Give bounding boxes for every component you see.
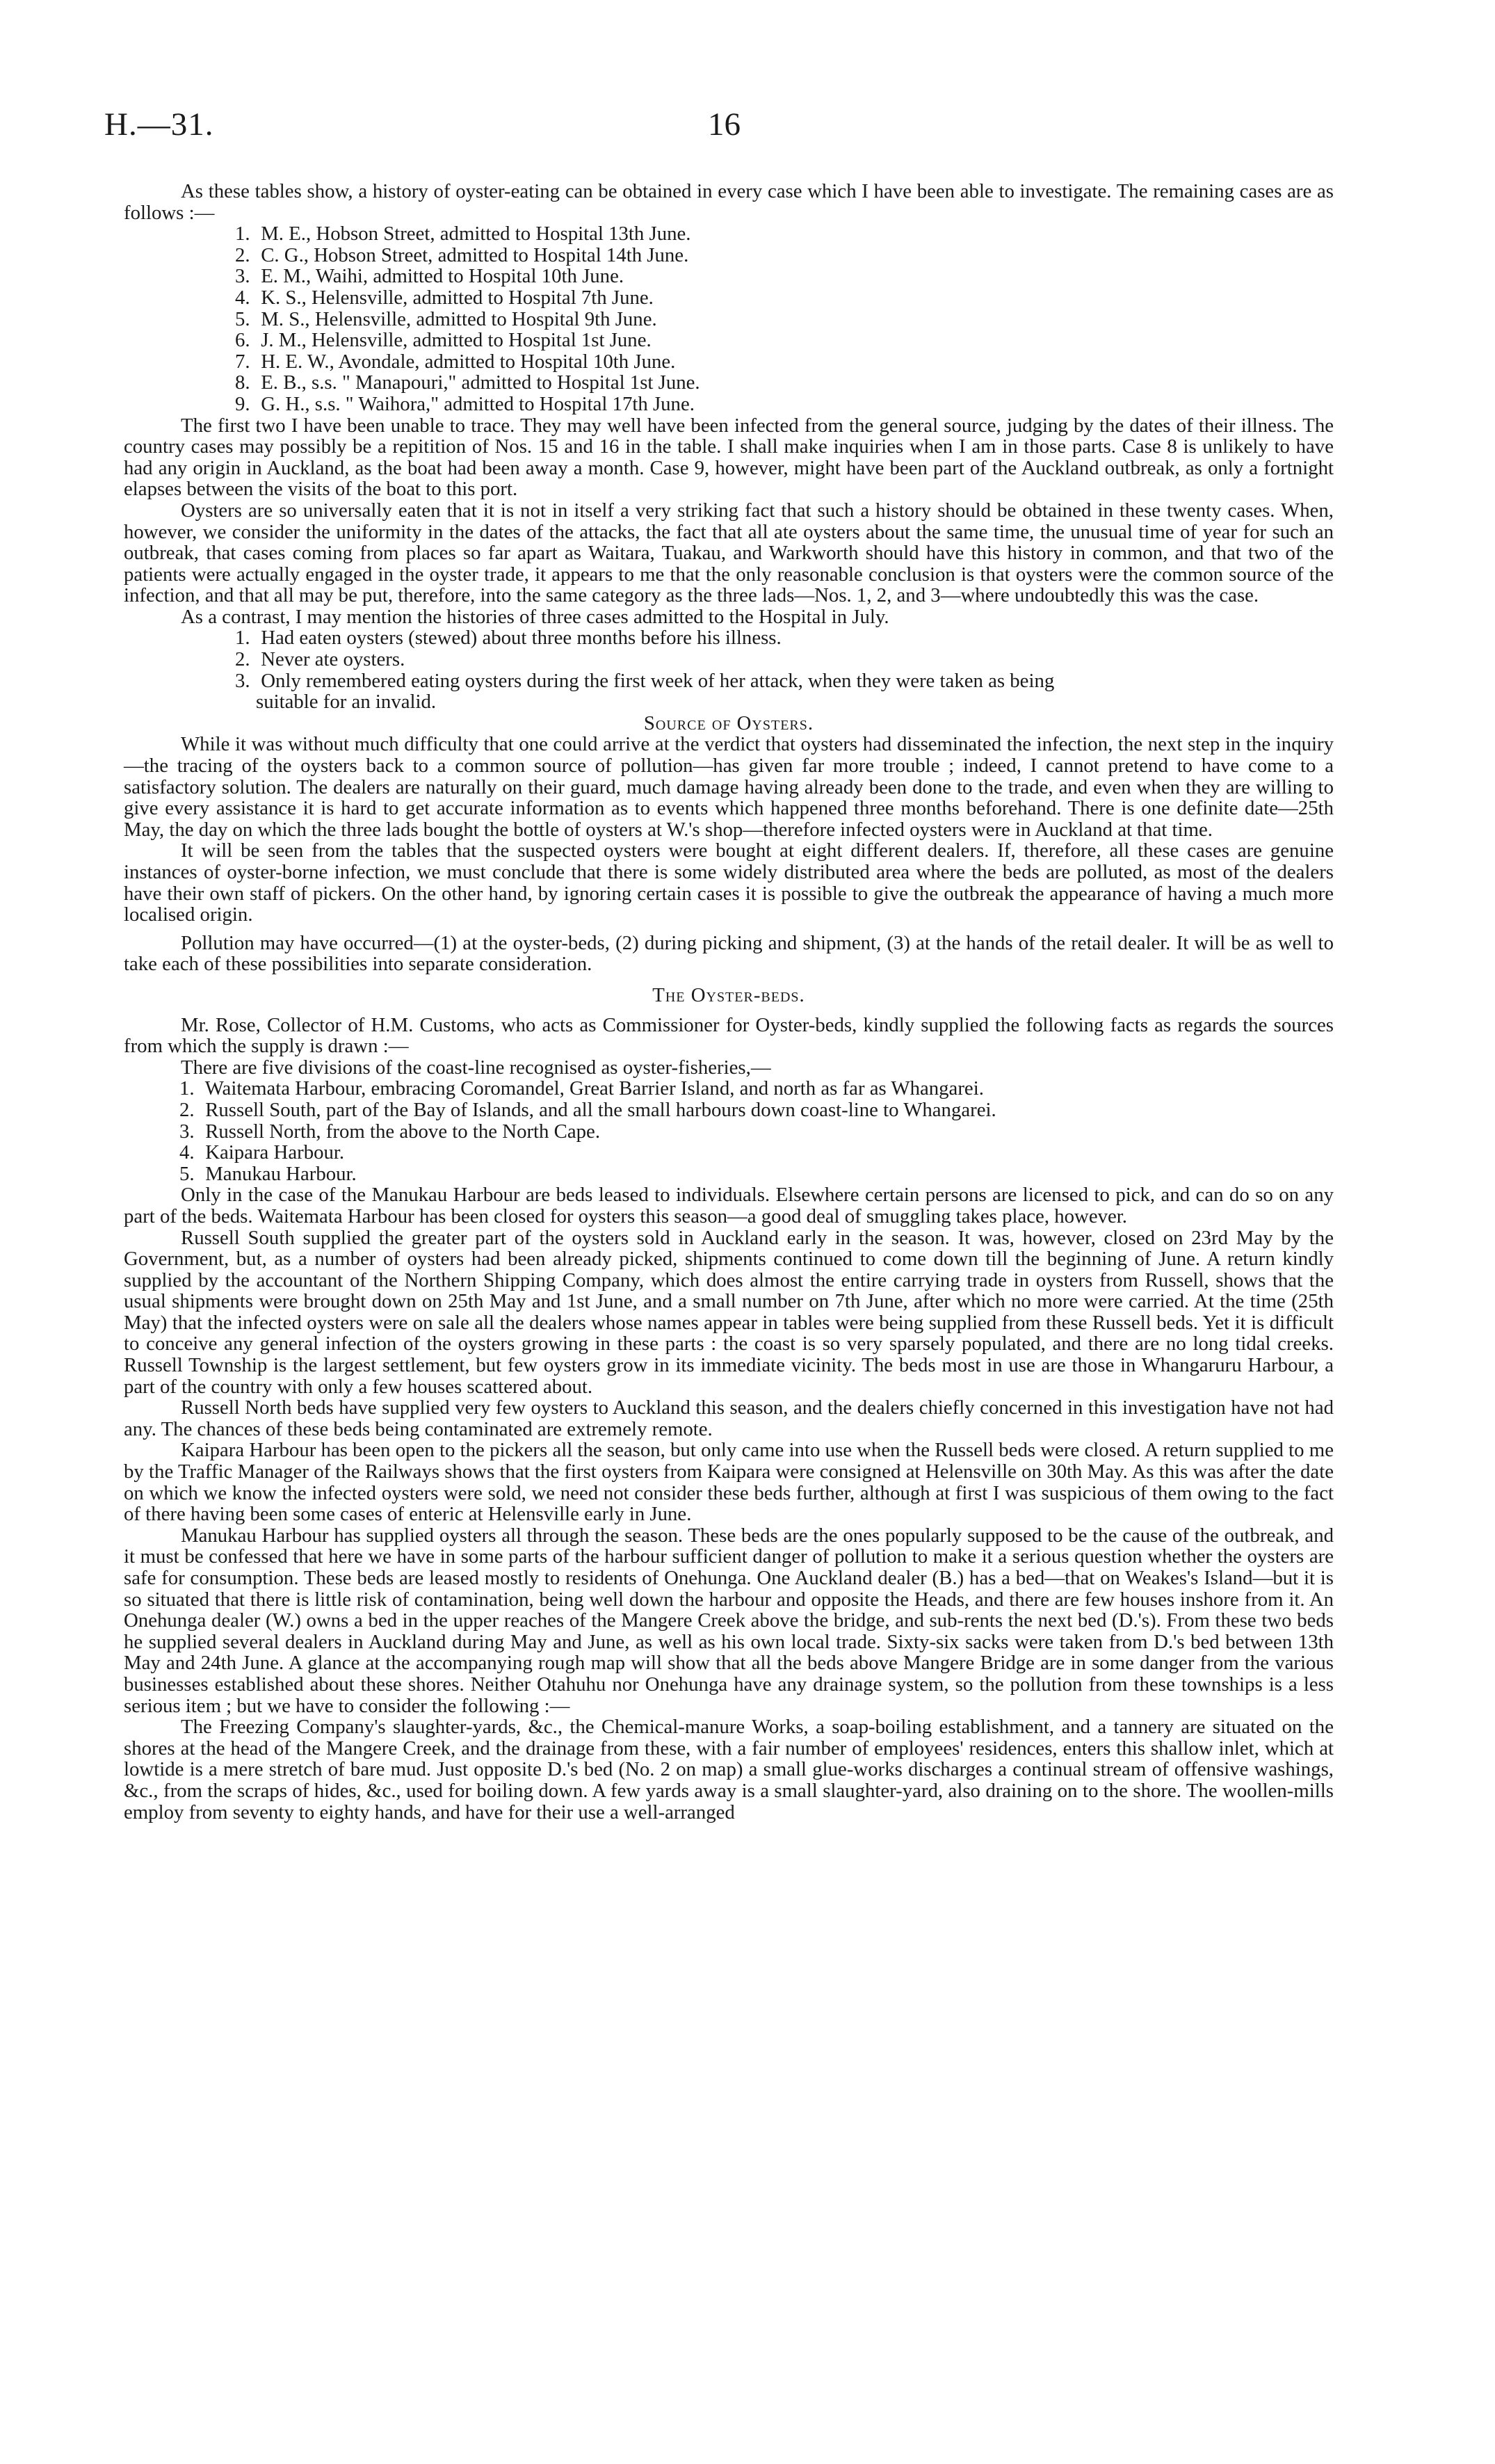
list-item bbox=[124, 670, 1334, 713]
body-text bbox=[124, 181, 1334, 1823]
page-number: 16 bbox=[708, 106, 741, 143]
paragraph-russell-south: Russell South supplied the greater part of the oysters sold in Auckland early in the season. It was, however, closed on 23rd May by the Government, but, as a number of oysters had been already picked, shipments continued to come down till the beginning of June. A return kindly supplied by the accountant of the Northern Shipping Company, which does almost the entire carrying trade in oysters from Russell, shows that the usual shipments were brought down on 25th May and 1st June, and a small number on 7th June, after which no more were carried. At the time (25th May) that the infected oysters were on sale all the dealers whose names appear in tables were being supplied from these Russell beds. Yet it is difficult to conceive any general infection of the oysters growing in these parts : the coast is so very sparsely populated, and there are no long tidal creeks. Russell Township is the largest settlement, but few oysters grow in its immediate vicinity. The beds most in use are those in Whangaruru Harbour, a part of the country with only a few houses scattered about. bbox=[124, 1226, 1334, 1398]
list-item-number: 1. bbox=[235, 223, 250, 245]
list-item-text: Had eaten oysters (stewed) about three months before his illness. bbox=[261, 627, 782, 650]
paragraph-first-two: The first two I have been unable to trace. They may well have been infected from the general source, judging by the dates of their illness. The country cases may possibly be a repitition of Nos. 15 and 16 in the table. I shall make inquiries when I am in those parts. Case 8 is unlikely to have had any origin in Auckland, as the boat had been away a month. Case 9, however, might have been part of the Auckland outbreak, as only a fortnight elapses between the visits of the boat to this port. bbox=[124, 414, 1334, 501]
paragraph-russell-north: Russell North beds have supplied very few oysters to Auckland this season, and the dealers chiefly concerned in this investigation have not had any. The chances of these beds being contaminated are extremely remote. bbox=[124, 1396, 1334, 1440]
list-item-text: C. G., Hobson Street, admitted to Hospital 14th June. bbox=[261, 243, 689, 266]
list-item-text: M. E., Hobson Street, admitted to Hospital 13th June. bbox=[261, 223, 691, 245]
list-item-text: G. H., s.s. " Waihora," admitted to Hospital 17th June. bbox=[261, 392, 695, 415]
list-item-number: 2. bbox=[235, 243, 250, 266]
list-item-number: 6. bbox=[235, 329, 250, 352]
list-item-number: 2. bbox=[235, 648, 250, 671]
list-item bbox=[124, 1163, 1334, 1185]
paragraph-rose: Mr. Rose, Collector of H.M. Customs, who acts as Commissioner for Oyster-beds, kindly supplied the following facts as regards the sources from which the supply is drawn :— bbox=[124, 1013, 1334, 1058]
list-item-number: 3. bbox=[235, 265, 250, 288]
remaining-cases-list bbox=[124, 223, 1334, 414]
list-item bbox=[124, 1121, 1334, 1143]
paragraph-kaipara: Kaipara Harbour has been open to the pickers all the season, but only came into use when the Russell beds were closed. A return supplied to me by the Traffic Manager of the Railways shows that the first oysters from Kaipara were consigned at Helensville on 30th May. As this was after the date on which we know the infected oysters were sold, we need not consider these beds further, although at first I was suspicious of them owing to the fact of there having been some cases of enteric at Helensville early in June. bbox=[124, 1439, 1334, 1526]
list-item bbox=[124, 372, 1334, 394]
list-item bbox=[124, 351, 1334, 373]
paragraph-freezing-company: The Freezing Company's slaughter-yards, &c., the Chemical-manure Works, a soap-boiling establishment, and a tannery are situated on the shores at the head of the Mangere Creek, and the drainage from these, with a fair number of employees' residences, enters this shallow inlet, which at lowtide is a mere stretch of bare mud. Just opposite D.'s bed (No. 2 on map) a small glue-works discharges a continual stream of offensive washings, &c., from the scraps of hides, &c., used for boiling down. A few yards away is a small slaughter-yard, also draining on to the shore. The woollen-mills employ from seventy to eighty hands, and have for their use a well-arranged bbox=[124, 1716, 1334, 1823]
list-item-number: 1. bbox=[235, 627, 250, 650]
list-item bbox=[124, 287, 1334, 309]
list-item-text: K. S., Helensville, admitted to Hospital 7th June. bbox=[261, 286, 654, 309]
list-item bbox=[124, 394, 1334, 415]
paragraph-pollution: Pollution may have occurred—(1) at the oyster-beds, (2) during picking and shipment, (3) at the hands of the retail dealer. It will be as well to take each of these possibilities into separate consideration. bbox=[124, 931, 1334, 976]
list-item bbox=[124, 266, 1334, 287]
list-item-number: 4. bbox=[179, 1141, 195, 1164]
list-item-number: 4. bbox=[235, 286, 250, 309]
paragraph-universal: Oysters are so universally eaten that it is not in itself a very striking fact that such a history should be obtained in these twenty cases. When, however, we consider the uniformity in the dates of the attacks, the fact that all ate oysters about the same time, the unusual time of year for such an outbreak, that cases coming from places so far apart as Waitara, Tuakau, and Warkworth should have this history in common, and that two of the patients were actually engaged in the oyster trade, it appears to me that the only reasonable conclusion is that oysters were the common source of the infection, and that all may be put, therefore, into the same category as the three lads—Nos. 1, 2, and 3—where undoubtedly this was the case. bbox=[124, 499, 1334, 607]
list-item-text: E. M., Waihi, admitted to Hospital 10th June. bbox=[261, 265, 624, 288]
list-item bbox=[124, 1100, 1334, 1121]
fisheries-list bbox=[124, 1078, 1334, 1184]
list-item-number: 5. bbox=[179, 1162, 195, 1185]
paragraph-source-1: While it was without much difficulty that one could arrive at the verdict that oysters had disseminated the infection, the next step in the inquiry—the tracing of the oysters back to a common source of pollution—has given far more trouble ; indeed, I cannot pretend to have come to a satisfactory solution. The dealers are naturally on their guard, much damage having already been done to the trade, and even when they are willing to give every assistance it is hard to get accurate information as to events which happened three months beforehand. There is one definite date—25th May, the day on which the three lads bought the bottle of oysters at W.'s shop—therefore infected oysters were in Auckland at that time. bbox=[124, 733, 1334, 841]
list-item-text: Never ate oysters. bbox=[261, 648, 405, 671]
list-item bbox=[124, 330, 1334, 351]
list-item bbox=[124, 309, 1334, 330]
list-item bbox=[124, 245, 1334, 266]
section-heading-oyster-beds: The Oyster-beds. bbox=[652, 983, 805, 1006]
list-item-text: E. B., s.s. " Manapouri," admitted to Hospital 1st June. bbox=[261, 371, 700, 394]
list-item-text: J. M., Helensville, admitted to Hospital 1st June. bbox=[261, 329, 652, 352]
list-item bbox=[124, 223, 1334, 245]
list-item-number: 1. bbox=[179, 1077, 195, 1100]
list-item-text: Russell South, part of the Bay of Islands, and all the small harbours down coast-line to Whangarei. bbox=[205, 1098, 996, 1121]
list-item-text: Manukau Harbour. bbox=[205, 1162, 357, 1185]
list-item bbox=[124, 1142, 1334, 1163]
list-item-text: Waitemata Harbour, embracing Coromandel, Great Barrier Island, and north as far as Whangarei. bbox=[204, 1077, 984, 1100]
list-item-text: Russell North, from the above to the North Cape. bbox=[205, 1120, 601, 1143]
list-item bbox=[124, 649, 1334, 670]
list-item-number: 5. bbox=[235, 307, 250, 330]
paragraph-manukau-only: Only in the case of the Manukau Harbour are beds leased to individuals. Elsewhere certain persons are licensed to pick, and can do so on any part of the beds. Waitemata Harbour has been closed for oysters this season—a good deal of smuggling takes place, however. bbox=[124, 1184, 1334, 1227]
list-item-text: H. E. W., Avondale, admitted to Hospital 10th June. bbox=[261, 350, 676, 373]
list-item-number: 7. bbox=[235, 350, 250, 373]
list-item bbox=[124, 1078, 1334, 1100]
list-item-number: 3. bbox=[179, 1120, 195, 1143]
list-item-text: M. S., Helensville, admitted to Hospital 9th June. bbox=[261, 307, 657, 330]
paragraph-five-divisions: There are five divisions of the coast-line recognised as oyster-fisheries,— bbox=[181, 1056, 771, 1079]
list-item-number: 8. bbox=[235, 371, 250, 394]
list-item-number: 3. bbox=[235, 669, 250, 692]
list-item-text: Kaipara Harbour. bbox=[205, 1141, 345, 1164]
list-item-continuation: suitable for an invalid. bbox=[256, 691, 437, 714]
list-item-number: 9. bbox=[235, 392, 250, 415]
running-head-reference: H.—31. bbox=[104, 106, 214, 143]
list-item-text: Only remembered eating oysters during the first week of her attack, when they were taken as being bbox=[261, 669, 1055, 692]
list-item-number: 2. bbox=[179, 1098, 195, 1121]
paragraph-source-2: It will be seen from the tables that the suspected oysters were bought at eight different dealers. If, therefore, all these cases are genuine instances of oyster-borne infection, we must conclude that there is some widely distributed area where the beds are polluted, as most of the dealers have their own staff of pickers. On the other hand, by ignoring certain cases it is possible to give the outbreak the appearance of having a much more localised origin. bbox=[124, 839, 1334, 926]
section-heading-source-of-oysters: Source of Oysters. bbox=[643, 711, 814, 734]
paragraph-manukau: Manukau Harbour has supplied oysters all through the season. These beds are the ones popularly supposed to be the cause of the outbreak, and it must be confessed that here we have in some parts of the harbour sufficient danger of pollution to make it a serious question whether the oysters are safe for consumption. These beds are leased mostly to residents of Onehunga. One Auckland dealer (B.) has a bed—that on Weakes's Island—but it is so situated that there is little risk of contamination, being well down the harbour and opposite the Heads, and there are few houses inshore from it. An Onehunga dealer (W.) owns a bed in the upper reaches of the Mangere Creek above the bridge, and sub-rents the next bed (D.'s). From these two beds he supplied several dealers in Auckland during May and June, as well as his own local trade. Sixty-six sacks were taken from D.'s bed between 13th May and 24th June. A glance at the accompanying rough map will show that all the beds above Mangere Bridge are in some danger from the various businesses established about these shores. Neither Otahuhu nor Onehunga have any drainage system, so the pollution from these townships is a less serious item ; but we have to consider the following :— bbox=[124, 1524, 1334, 1717]
paragraph-intro: As these tables show, a history of oyster-eating can be obtained in every case which I have been able to investigate. The remaining cases are as follows :— bbox=[124, 180, 1334, 224]
july-histories-list bbox=[124, 627, 1334, 712]
list-item bbox=[124, 627, 1334, 649]
paragraph-contrast: As a contrast, I may mention the histories of three cases admitted to the Hospital in July. bbox=[181, 605, 889, 628]
